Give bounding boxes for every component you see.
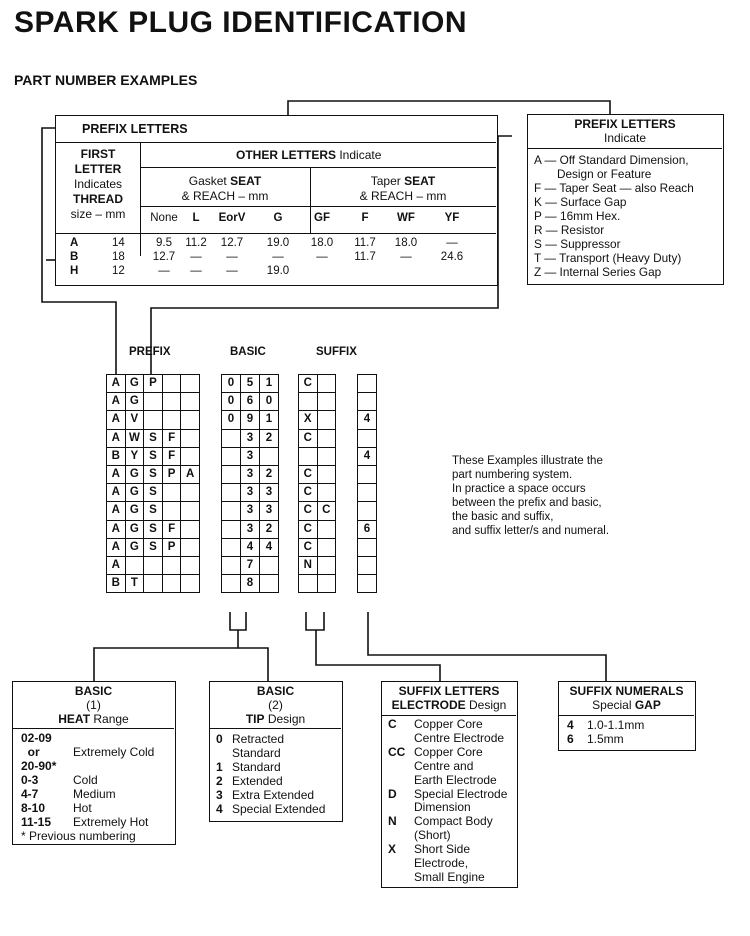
- table-cell: 11.7: [354, 251, 376, 263]
- basic-cell: 3: [240, 520, 260, 539]
- basic-cell: 2: [259, 520, 279, 539]
- prefix-cell: Y: [125, 447, 145, 466]
- first-letter-line4: THREAD: [73, 192, 123, 206]
- numeral-cell: [357, 538, 377, 557]
- heat-footnote: * Previous numbering: [21, 829, 136, 843]
- suffix-cell: [298, 447, 318, 466]
- prefix-cell: F: [162, 447, 182, 466]
- legend-desc: Earth Electrode: [414, 772, 497, 787]
- table-row-letter: B: [70, 251, 79, 263]
- prefix-cell: P: [143, 374, 163, 393]
- prefix-cell: S: [143, 520, 163, 539]
- right-box-subtitle: Indicate: [603, 131, 647, 145]
- basic-cell: [221, 520, 241, 539]
- right-box-item: Design or Feature: [534, 167, 652, 181]
- other-letters-bold: OTHER LETTERS: [236, 148, 337, 162]
- basic-cell: [259, 574, 279, 593]
- basic-cell: [221, 483, 241, 502]
- heat-box-sub: (1): [86, 698, 101, 712]
- table-cell: 18.0: [394, 237, 418, 249]
- prefix-cell: [180, 410, 200, 429]
- prefix-cell: G: [125, 392, 145, 411]
- page-title: SPARK PLUG IDENTIFICATION: [14, 6, 468, 39]
- basic-cell: [221, 538, 241, 557]
- suffix-cell: C: [298, 483, 318, 502]
- legend-code: or: [21, 745, 40, 759]
- suffix-cell: X: [298, 410, 318, 429]
- table-cell: 11.2: [185, 237, 207, 249]
- legend-code: X: [388, 842, 397, 857]
- table-cell: 9.5: [156, 237, 172, 249]
- basic-cell: 7: [240, 556, 260, 575]
- prefix-cell: B: [106, 447, 126, 466]
- prefix-cell: P: [162, 538, 182, 557]
- legend-code: 4-7: [21, 787, 39, 801]
- prefix-cell: [143, 392, 163, 411]
- table-cell: —: [226, 251, 238, 263]
- suffix-cell: [317, 447, 337, 466]
- gasket-seat-header: [140, 174, 310, 204]
- prefix-cell: [180, 556, 200, 575]
- other-letters-header: [236, 148, 381, 162]
- note-line: In practice a space occurs: [452, 483, 586, 495]
- special-gap-box: [558, 681, 696, 751]
- column-header: WF: [397, 212, 415, 224]
- tip-caption-bold: TIP: [245, 712, 265, 726]
- prefix-cell: [180, 429, 200, 448]
- prefix-cell: [143, 574, 163, 593]
- legend-desc: Hot: [73, 801, 92, 815]
- legend-desc: Standard: [232, 760, 281, 774]
- basic-cell: 5: [240, 374, 260, 393]
- prefix-cell: A: [106, 483, 126, 502]
- prefix-cell: T: [125, 574, 145, 593]
- legend-desc: Centre Electrode: [414, 730, 505, 745]
- legend-desc: Cold: [73, 773, 98, 787]
- prefix-cell: A: [106, 429, 126, 448]
- suffix-cell: C: [317, 501, 337, 520]
- prefix-cell: G: [125, 501, 145, 520]
- basic-cell: 9: [240, 410, 260, 429]
- basic-cell: [221, 556, 241, 575]
- electrode-caption-rest: Design: [465, 698, 507, 712]
- prefix-cell: [162, 501, 182, 520]
- table-cell: 19.0: [266, 237, 290, 249]
- prefix-cell: [180, 574, 200, 593]
- prefix-cell: [162, 392, 182, 411]
- basic-label: BASIC: [230, 346, 266, 358]
- prefix-cell: A: [106, 501, 126, 520]
- column-header: G: [273, 212, 283, 224]
- heat-range-box: [12, 681, 176, 845]
- table-cell: —: [158, 265, 170, 277]
- prefix-cell: A: [106, 538, 126, 557]
- first-letter-line2: LETTER: [74, 162, 122, 176]
- table-cell: —: [190, 251, 202, 263]
- basic-cell: 2: [259, 429, 279, 448]
- legend-desc: Extremely Cold: [73, 745, 155, 759]
- electrode-box-title: SUFFIX LETTERS: [398, 684, 500, 698]
- note-line: These Examples illustrate the: [452, 455, 603, 467]
- numeral-cell: [357, 483, 377, 502]
- prefix-cell: [180, 447, 200, 466]
- note-line: and suffix letter/s and numeral.: [452, 525, 610, 537]
- legend-code: 20-90*: [21, 759, 57, 773]
- electrode-caption-bold: ELECTRODE: [391, 698, 466, 712]
- suffix-cell: C: [298, 465, 318, 484]
- first-letter-header: [56, 147, 140, 222]
- table-cell: —: [272, 251, 284, 263]
- prefix-cell: S: [143, 538, 163, 557]
- examples-note: [452, 454, 609, 538]
- note-line: between the prefix and basic,: [452, 497, 602, 509]
- legend-desc: Special Extended: [232, 802, 326, 816]
- table-cell: —: [400, 251, 412, 263]
- legend-code: 2: [216, 774, 223, 788]
- basic-cell: [221, 501, 241, 520]
- legend-desc: Extremely Hot: [73, 815, 149, 829]
- prefix-cell: A: [106, 556, 126, 575]
- legend-desc: Medium: [73, 787, 116, 801]
- suffix-cell: [317, 574, 337, 593]
- legend-desc: Copper Core: [414, 717, 483, 731]
- legend-desc: Electrode,: [414, 856, 469, 870]
- prefix-cell: F: [162, 520, 182, 539]
- prefix-cell: A: [106, 374, 126, 393]
- prefix-cell: [162, 374, 182, 393]
- basic-cell: [221, 429, 241, 448]
- legend-code: N: [388, 814, 397, 829]
- table-cell: —: [190, 265, 202, 277]
- legend-desc: Dimension: [414, 800, 471, 815]
- column-header: None: [150, 212, 178, 224]
- basic-cell: 3: [240, 465, 260, 484]
- suffix-cell: [317, 410, 337, 429]
- prefix-cell: G: [125, 374, 145, 393]
- prefix-cell: [143, 410, 163, 429]
- legend-code: 3: [216, 788, 223, 802]
- suffix-cell: C: [298, 501, 318, 520]
- taper-seat-bold: SEAT: [404, 174, 436, 188]
- table-row-size: 18: [112, 251, 125, 263]
- prefix-cell: A: [106, 465, 126, 484]
- numeral-cell: 4: [357, 447, 377, 466]
- electrode-design-box: [381, 681, 518, 888]
- suffix-cell: [317, 465, 337, 484]
- basic-cell: 2: [259, 465, 279, 484]
- legend-desc: Special Electrode: [414, 786, 508, 801]
- legend-desc: Standard: [232, 746, 281, 760]
- basic-cell: 4: [259, 538, 279, 557]
- prefix-cell: [162, 556, 182, 575]
- suffix-cell: C: [298, 538, 318, 557]
- numeral-cell: [357, 392, 377, 411]
- prefix-cell: A: [106, 410, 126, 429]
- heat-box-title: BASIC: [74, 684, 113, 698]
- prefix-cell: [180, 501, 200, 520]
- suffix-cell: [298, 392, 318, 411]
- prefix-cell: [125, 556, 145, 575]
- suffix-cell: [298, 574, 318, 593]
- suffix-cell: [317, 556, 337, 575]
- legend-desc: Extra Extended: [232, 788, 315, 802]
- right-box-title: PREFIX LETTERS: [574, 117, 676, 131]
- tip-design-box: [209, 681, 343, 822]
- basic-cell: 4: [240, 538, 260, 557]
- basic-cell: [221, 465, 241, 484]
- taper-seat-header: [310, 174, 496, 204]
- suffix-cell: C: [298, 520, 318, 539]
- numeral-cell: 6: [357, 520, 377, 539]
- suffix-cell: [317, 520, 337, 539]
- right-box-item: T — Transport (Heavy Duty): [534, 251, 682, 265]
- right-box-item: F — Taper Seat — also Reach: [534, 181, 694, 195]
- prefix-cell: [180, 374, 200, 393]
- right-box-item: P — 16mm Hex.: [534, 209, 621, 223]
- tip-caption-rest: Design: [264, 712, 306, 726]
- prefix-cell: A: [180, 465, 200, 484]
- table-cell: —: [446, 237, 458, 249]
- basic-cell: [259, 556, 279, 575]
- legend-code: 6: [567, 732, 574, 746]
- prefix-cell: [143, 556, 163, 575]
- table-cell: 18.0: [310, 237, 334, 249]
- numeral-cell: [357, 574, 377, 593]
- prefix-cell: [162, 483, 182, 502]
- right-box-item: K — Surface Gap: [534, 195, 627, 209]
- column-header: EorV: [218, 212, 246, 224]
- prefix-cell: [180, 392, 200, 411]
- prefix-cell: V: [125, 410, 145, 429]
- other-letters-rest: Indicate: [336, 148, 382, 162]
- legend-code: 4: [567, 718, 574, 732]
- prefix-cell: S: [143, 483, 163, 502]
- legend-code: C: [388, 717, 397, 731]
- numeral-cell: 4: [357, 410, 377, 429]
- suffix-label: SUFFIX: [316, 346, 357, 358]
- gap-caption-bold: GAP: [634, 698, 661, 712]
- prefix-indicate-box: [527, 114, 724, 285]
- numeral-cell: [357, 556, 377, 575]
- basic-cell: 0: [259, 392, 279, 411]
- legend-code: D: [388, 786, 397, 801]
- right-box-item: S — Suppressor: [534, 237, 621, 251]
- tip-box-sub: (2): [268, 698, 283, 712]
- prefix-cell: S: [143, 447, 163, 466]
- gap-box-title: SUFFIX NUMERALS: [569, 684, 684, 698]
- table-cell: 11.7: [354, 237, 376, 249]
- gasket-seat-bold: SEAT: [230, 174, 262, 188]
- table-cell: —: [226, 265, 238, 277]
- prefix-cell: F: [162, 429, 182, 448]
- legend-code: 0-3: [21, 773, 39, 787]
- prefix-cell: W: [125, 429, 145, 448]
- basic-cell: [221, 574, 241, 593]
- prefix-cell: [180, 483, 200, 502]
- prefix-cell: G: [125, 465, 145, 484]
- table-cell: —: [316, 251, 328, 263]
- heat-caption-rest: Range: [90, 712, 129, 726]
- table-cell: 12.7: [152, 251, 176, 263]
- basic-cell: 3: [259, 501, 279, 520]
- note-line: the basic and suffix,: [452, 511, 554, 523]
- prefix-cell: G: [125, 483, 145, 502]
- prefix-cell: [180, 520, 200, 539]
- prefix-cell: [162, 574, 182, 593]
- first-letter-line5: size – mm: [70, 207, 126, 221]
- suffix-cell: [317, 392, 337, 411]
- legend-desc: Extended: [232, 774, 283, 788]
- column-header: L: [192, 212, 200, 224]
- legend-code: CC: [388, 744, 406, 759]
- column-header: YF: [444, 212, 460, 224]
- prefix-cell: [180, 538, 200, 557]
- gap-caption-pre: Special: [592, 698, 635, 712]
- right-box-item: R — Resistor: [534, 223, 605, 237]
- legend-desc: Centre and: [414, 758, 474, 773]
- gasket-pre: Gasket: [188, 174, 231, 188]
- legend-code: 11-15: [21, 815, 52, 829]
- prefix-cell: [162, 410, 182, 429]
- table-cell: 24.6: [440, 251, 464, 263]
- legend-desc: 1.5mm: [587, 732, 624, 746]
- prefix-cell: A: [106, 392, 126, 411]
- prefix-cell: G: [125, 538, 145, 557]
- legend-desc: (Short): [414, 828, 451, 843]
- basic-cell: 3: [240, 429, 260, 448]
- suffix-cell: N: [298, 556, 318, 575]
- prefix-cell: A: [106, 520, 126, 539]
- legend-desc: Retracted: [232, 732, 285, 746]
- section-subtitle: PART NUMBER EXAMPLES: [14, 72, 198, 88]
- table-heading: PREFIX LETTERS: [82, 122, 188, 136]
- prefix-cell: S: [143, 429, 163, 448]
- basic-cell: 1: [259, 410, 279, 429]
- legend-code: 4: [216, 802, 223, 816]
- legend-code: 1: [216, 760, 223, 774]
- column-header: GF: [314, 212, 330, 224]
- legend-desc: Copper Core: [414, 744, 483, 759]
- taper-pre: Taper: [370, 174, 405, 188]
- legend-desc: Small Engine: [414, 869, 485, 884]
- numeral-cell: [357, 374, 377, 393]
- prefix-cell: S: [143, 501, 163, 520]
- right-box-item: Z — Internal Series Gap: [534, 265, 662, 279]
- table-row-size: 14: [112, 237, 125, 249]
- basic-cell: 3: [240, 501, 260, 520]
- prefix-cell: B: [106, 574, 126, 593]
- legend-desc: Compact Body: [414, 814, 493, 829]
- prefix-cell: P: [162, 465, 182, 484]
- column-header: F: [361, 212, 369, 224]
- basic-cell: 3: [240, 447, 260, 466]
- basic-cell: 0: [221, 392, 241, 411]
- table-row-size: 12: [112, 265, 125, 277]
- basic-cell: 6: [240, 392, 260, 411]
- suffix-cell: C: [298, 429, 318, 448]
- right-box-item: A — Off Standard Dimension,: [534, 153, 689, 167]
- basic-cell: [259, 447, 279, 466]
- prefix-letters-table: [55, 115, 498, 286]
- prefix-cell: G: [125, 520, 145, 539]
- suffix-cell: [317, 429, 337, 448]
- numeral-cell: [357, 429, 377, 448]
- prefix-label: PREFIX: [129, 346, 171, 358]
- legend-desc: 1.0-1.1mm: [587, 718, 645, 732]
- note-line: part numbering system.: [452, 469, 573, 481]
- numeral-cell: [357, 465, 377, 484]
- basic-cell: 0: [221, 410, 241, 429]
- tip-box-title: BASIC: [256, 684, 295, 698]
- legend-code: 8-10: [21, 801, 46, 815]
- suffix-cell: [317, 483, 337, 502]
- legend-desc: Short Side: [414, 842, 471, 857]
- legend-code: 02-09: [21, 731, 52, 745]
- taper-reach: & REACH – mm: [359, 189, 447, 203]
- table-cell: 12.7: [220, 237, 244, 249]
- heat-caption-bold: HEAT: [58, 712, 91, 726]
- basic-cell: 0: [221, 374, 241, 393]
- table-row-letter: A: [70, 237, 79, 249]
- first-letter-line3: Indicates: [73, 177, 123, 191]
- gasket-reach: & REACH – mm: [181, 189, 269, 203]
- basic-cell: 3: [240, 483, 260, 502]
- table-row-letter: H: [70, 265, 79, 277]
- prefix-cell: S: [143, 465, 163, 484]
- suffix-cell: [317, 374, 337, 393]
- basic-cell: [221, 447, 241, 466]
- first-letter-line1: FIRST: [80, 147, 116, 161]
- numeral-cell: [357, 501, 377, 520]
- basic-cell: 1: [259, 374, 279, 393]
- suffix-cell: C: [298, 374, 318, 393]
- legend-code: 0: [216, 732, 223, 746]
- suffix-cell: [317, 538, 337, 557]
- basic-cell: 8: [240, 574, 260, 593]
- basic-cell: 3: [259, 483, 279, 502]
- table-cell: 19.0: [266, 265, 290, 277]
